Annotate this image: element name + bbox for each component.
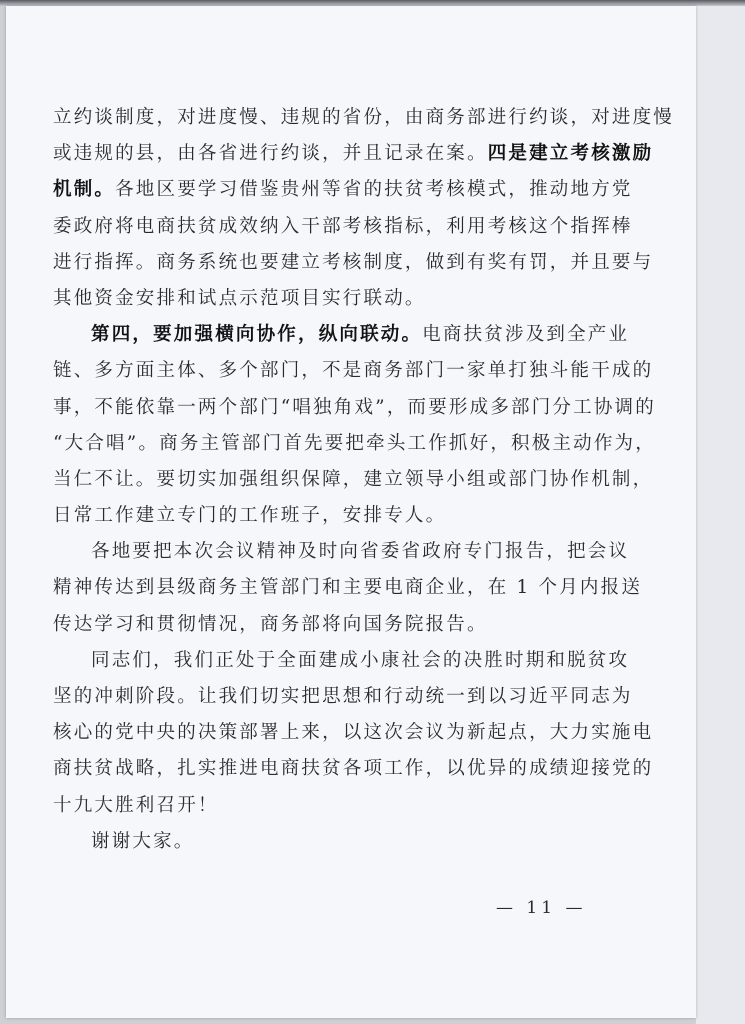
paragraph-start: 同志们，我们正处于全面建成小康社会的决胜时期和脱贫攻	[91, 649, 630, 671]
document-body	[53, 100, 675, 860]
text-line: 立约谈制度，对进度慢、违规的省份，由商务部进行约谈，对进度慢	[53, 107, 675, 128]
text-line: 进行指挥。商务系统也要建立考核制度，做到有奖有罚，并且要与	[53, 251, 654, 273]
closing-line: 谢谢大家。	[91, 830, 195, 852]
text-line: 坚的冲刺阶段。让我们切实把思想和行动统一到以习近平同志为	[53, 686, 633, 707]
paragraph-start: 第四，要加强横向协作，纵向联动。电商扶贫涉及到全产业	[91, 324, 630, 346]
text-line: 商扶贫战略，扎实推进电商扶贫各项工作，以优异的成绩迎接党的	[53, 758, 654, 780]
text-line: 十九大胜利召开！	[53, 794, 219, 816]
scanner-background	[696, 6, 745, 1024]
text-line: 机制。各地区要学习借鉴贵州等省的扶贫考核模式，推动地方党	[53, 179, 633, 201]
bold-heading: 第四，要加强横向协作，纵向联动。	[91, 324, 423, 346]
bold-heading: 四是建立考核激励	[487, 143, 654, 165]
paragraph-start: 各地要把本次会议精神及时向省委省政府专门报告，把会议	[91, 541, 630, 563]
text-line: 精神传达到县级商务主管部门和主要电商企业，在 1 个月内报送	[53, 577, 643, 599]
page-number: — 11 —	[496, 898, 587, 918]
text-line: 委政府将电商扶贫成效纳入干部考核指标，利用考核这个指挥棒	[53, 215, 633, 237]
bold-heading: 机制。	[53, 179, 116, 201]
text-line: 链、多方面主体、多个部门，不是商务部门一家单打独斗能干成的	[53, 360, 654, 382]
text-line: “大合唱”。商务主管部门首先要把牵头工作抓好，积极主动作为，	[53, 432, 656, 454]
text-line: 传达学习和贯彻情况，商务部将向国务院报告。	[53, 613, 488, 635]
text-line: 事，不能依靠一两个部门“唱独角戏”，而要形成多部门分工协调的	[53, 396, 656, 418]
text-line: 日常工作建立专门的工作班子，安排专人。	[53, 505, 447, 527]
text-line: 其他资金安排和试点示范项目实行联动。	[53, 287, 426, 309]
bleed-through	[300, 790, 610, 870]
text-line: 核心的党中央的决策部署上来，以这次会议为新起点，大力实施电	[53, 722, 654, 744]
text-line: 或违规的县，由各省进行约谈，并且记录在案。四是建立考核激励	[53, 143, 654, 165]
text-line: 当仁不让。要切实加强组织保障，建立领导小组或部门协作机制，	[53, 468, 654, 490]
